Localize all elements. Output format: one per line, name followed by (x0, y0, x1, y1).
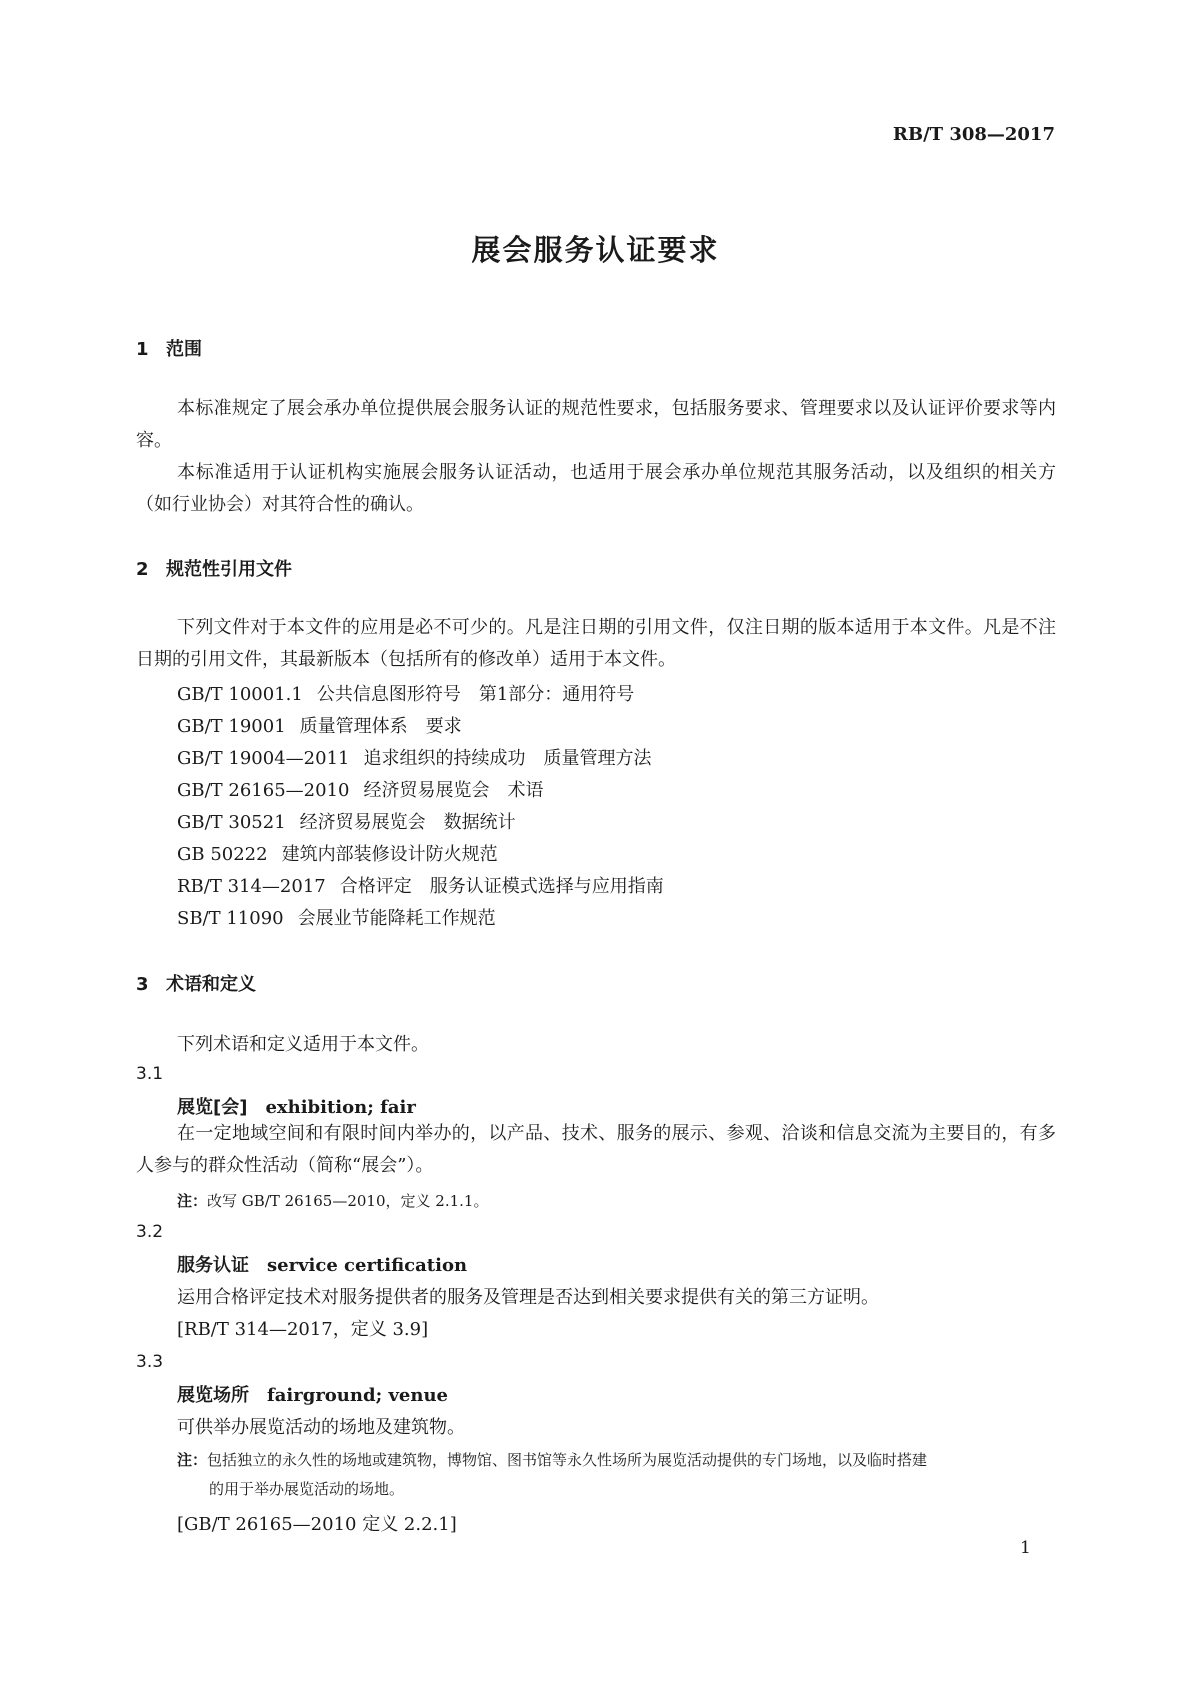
section-number: 2 (136, 559, 149, 580)
reference-item (177, 872, 664, 898)
reference-title: 建筑内部装修设计防火规范 (281, 844, 498, 865)
section-title: 范围 (166, 339, 202, 360)
page-number: 1 (1020, 1538, 1031, 1558)
term-chinese: 展览[会] (177, 1097, 248, 1118)
reference-code: GB/T 10001.1 (177, 684, 303, 705)
reference-item (177, 776, 543, 802)
term-source: [GB/T 26165—2010 定义 2.2.1] (177, 1514, 457, 1535)
note-text: 改写 GB/T 26165—2010，定义 2.1.1。 (207, 1192, 489, 1210)
section-title: 规范性引用文件 (166, 559, 292, 580)
term-service-certification (177, 1251, 467, 1277)
reference-title: 公共信息图形符号 第1部分：通用符号 (316, 684, 635, 705)
term-definition: 可供举办展览活动的场地及建筑物。 (177, 1417, 465, 1438)
note-label: 注： (177, 1451, 208, 1469)
clause-number: 3.2 (136, 1222, 164, 1242)
reference-item (177, 712, 462, 738)
reference-code: GB/T 26165—2010 (177, 780, 350, 801)
reference-title: 会展业节能降耗工作规范 (297, 908, 496, 929)
term-english: exhibition; fair (265, 1097, 416, 1118)
standard-code: RB/T 308—2017 (892, 124, 1055, 145)
document-title: 展会服务认证要求 (471, 233, 720, 267)
reference-code: GB/T 19001 (177, 716, 286, 737)
reference-item (177, 680, 634, 706)
reference-item (177, 904, 496, 930)
section-number: 1 (136, 339, 149, 360)
reference-item (177, 840, 498, 866)
note-text-line-1: 包括独立的永久性的场地或建筑物，博物馆、图书馆等永久性场所为展览活动提供的专门场地，以及临时搭建 (207, 1451, 928, 1469)
term-english: fairground; venue (267, 1385, 449, 1406)
term-chinese: 展览场所 (177, 1385, 249, 1406)
reference-title: 经济贸易展览会 数据统计 (299, 812, 516, 833)
note-label: 注： (177, 1192, 208, 1210)
term-exhibition (177, 1093, 416, 1119)
reference-code: SB/T 11090 (177, 908, 284, 929)
term-note (177, 1190, 488, 1211)
reference-code: GB/T 19004—2011 (177, 748, 350, 769)
clause-number: 3.1 (136, 1064, 164, 1084)
note-text-line-2: 的用于举办展览活动的场地。 (209, 1480, 405, 1498)
term-definition: 运用合格评定技术对服务提供者的服务及管理是否达到相关要求提供有关的第三方证明。 (177, 1287, 879, 1308)
references-intro: 下列文件对于本文件的应用是必不可少的。凡是注日期的引用文件，仅注日期的版本适用于本文件。凡是不注日期的引用文件，其最新版本（包括所有的修改单）适用于本文件。 (136, 617, 1056, 670)
term-english: service certification (267, 1255, 468, 1276)
clause-number: 3.3 (136, 1352, 164, 1372)
section-heading-normative-references (136, 555, 292, 581)
reference-title: 追求组织的持续成功 质量管理方法 (363, 748, 652, 769)
reference-title: 经济贸易展览会 术语 (363, 780, 544, 801)
scope-paragraph-1: 本标准规定了展会承办单位提供展会服务认证的规范性要求，包括服务要求、管理要求以及认证评价要求等内容。 (136, 398, 1056, 451)
term-fairground (177, 1381, 448, 1407)
section-title: 术语和定义 (166, 974, 256, 995)
section-heading-terms-definitions (136, 970, 256, 996)
reference-title: 质量管理体系 要求 (299, 716, 462, 737)
reference-item (177, 808, 516, 834)
scope-paragraph-2: 本标准适用于认证机构实施展会服务认证活动，也适用于展会承办单位规范其服务活动，以及组织的相关方（如行业协会）对其符合性的确认。 (136, 462, 1056, 515)
reference-code: RB/T 314—2017 (177, 876, 326, 897)
section-heading-scope (136, 335, 202, 361)
reference-code: GB/T 30521 (177, 812, 286, 833)
section-number: 3 (136, 974, 149, 995)
terms-intro: 下列术语和定义适用于本文件。 (177, 1034, 429, 1055)
term-note (177, 1446, 1057, 1504)
term-source: [RB/T 314—2017，定义 3.9] (177, 1319, 429, 1340)
term-chinese: 服务认证 (177, 1255, 249, 1276)
reference-title: 合格评定 服务认证模式选择与应用指南 (339, 876, 664, 897)
reference-code: GB 50222 (177, 844, 268, 865)
term-definition: 在一定地域空间和有限时间内举办的，以产品、技术、服务的展示、参观、洽谈和信息交流为主要目的，有多人参与的群众性活动（简称“展会”）。 (136, 1123, 1056, 1176)
reference-item (177, 744, 651, 770)
